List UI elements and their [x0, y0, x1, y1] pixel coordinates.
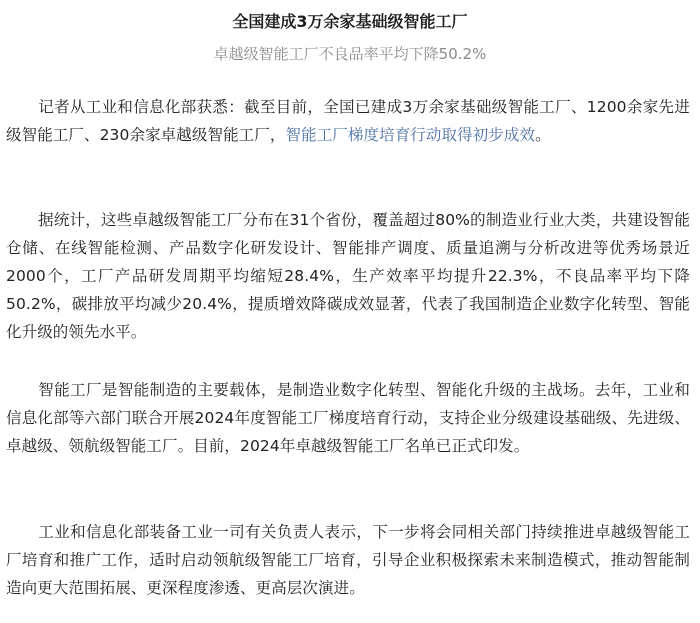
highlighted-phrase: 智能工厂梯度培育行动取得初步成效 — [285, 126, 536, 144]
paragraph-2 — [6, 206, 690, 346]
paragraph-1-tail: 。 — [535, 126, 551, 144]
paragraph-4 — [6, 518, 690, 602]
paragraph-3-text: 智能工厂是智能制造的主要载体，是制造业数字化转型、智能化升级的主战场。去年，工业和信息化部等六部门联合开展2024年度智能工厂梯度培育行动，支持企业分级建设基础级、先进级、卓越级、领航级智能工厂。目前，2024年卓越级智能工厂名单已正式印发。 — [6, 381, 690, 455]
paragraph-3 — [6, 376, 690, 460]
paragraph-4-text: 工业和信息化部装备工业一司有关负责人表示，下一步将会同相关部门持续推进卓越级智能工厂培育和推广工作，适时启动领航级智能工厂培育，引导企业积极探索未来制造模式，推动智能制造向更大范围拓展、更深程度渗透、更高层次演进。 — [6, 523, 690, 597]
paragraph-2-text: 据统计，这些卓越级智能工厂分布在31个省份，覆盖超过80%的制造业行业大类，共建设智能仓储、在线智能检测、产品数字化研发设计、智能排产调度、质量追溯与分析改进等优秀场景近2000个，工厂产品研发周期平均缩短28.4%，生产效率平均提升22.3%，不良品率平均下降50.2%，碳排放平均减少20.4%，提质增效降碳成效显著，代表了我国制造企业数字化转型、智能化升级的领先水平。 — [6, 211, 690, 341]
paragraph-1 — [6, 93, 690, 149]
article-subtitle: 卓越级智能工厂不良品率平均下降50.2% — [213, 45, 487, 63]
paragraph-1-text: 记者从工业和信息化部获悉：截至目前，全国已建成3万余家基础级智能工厂、1200余家先进级智能工厂、230余家卓越级智能工厂， — [6, 98, 690, 144]
article-title: 全国建成3万余家基础级智能工厂 — [232, 12, 468, 31]
